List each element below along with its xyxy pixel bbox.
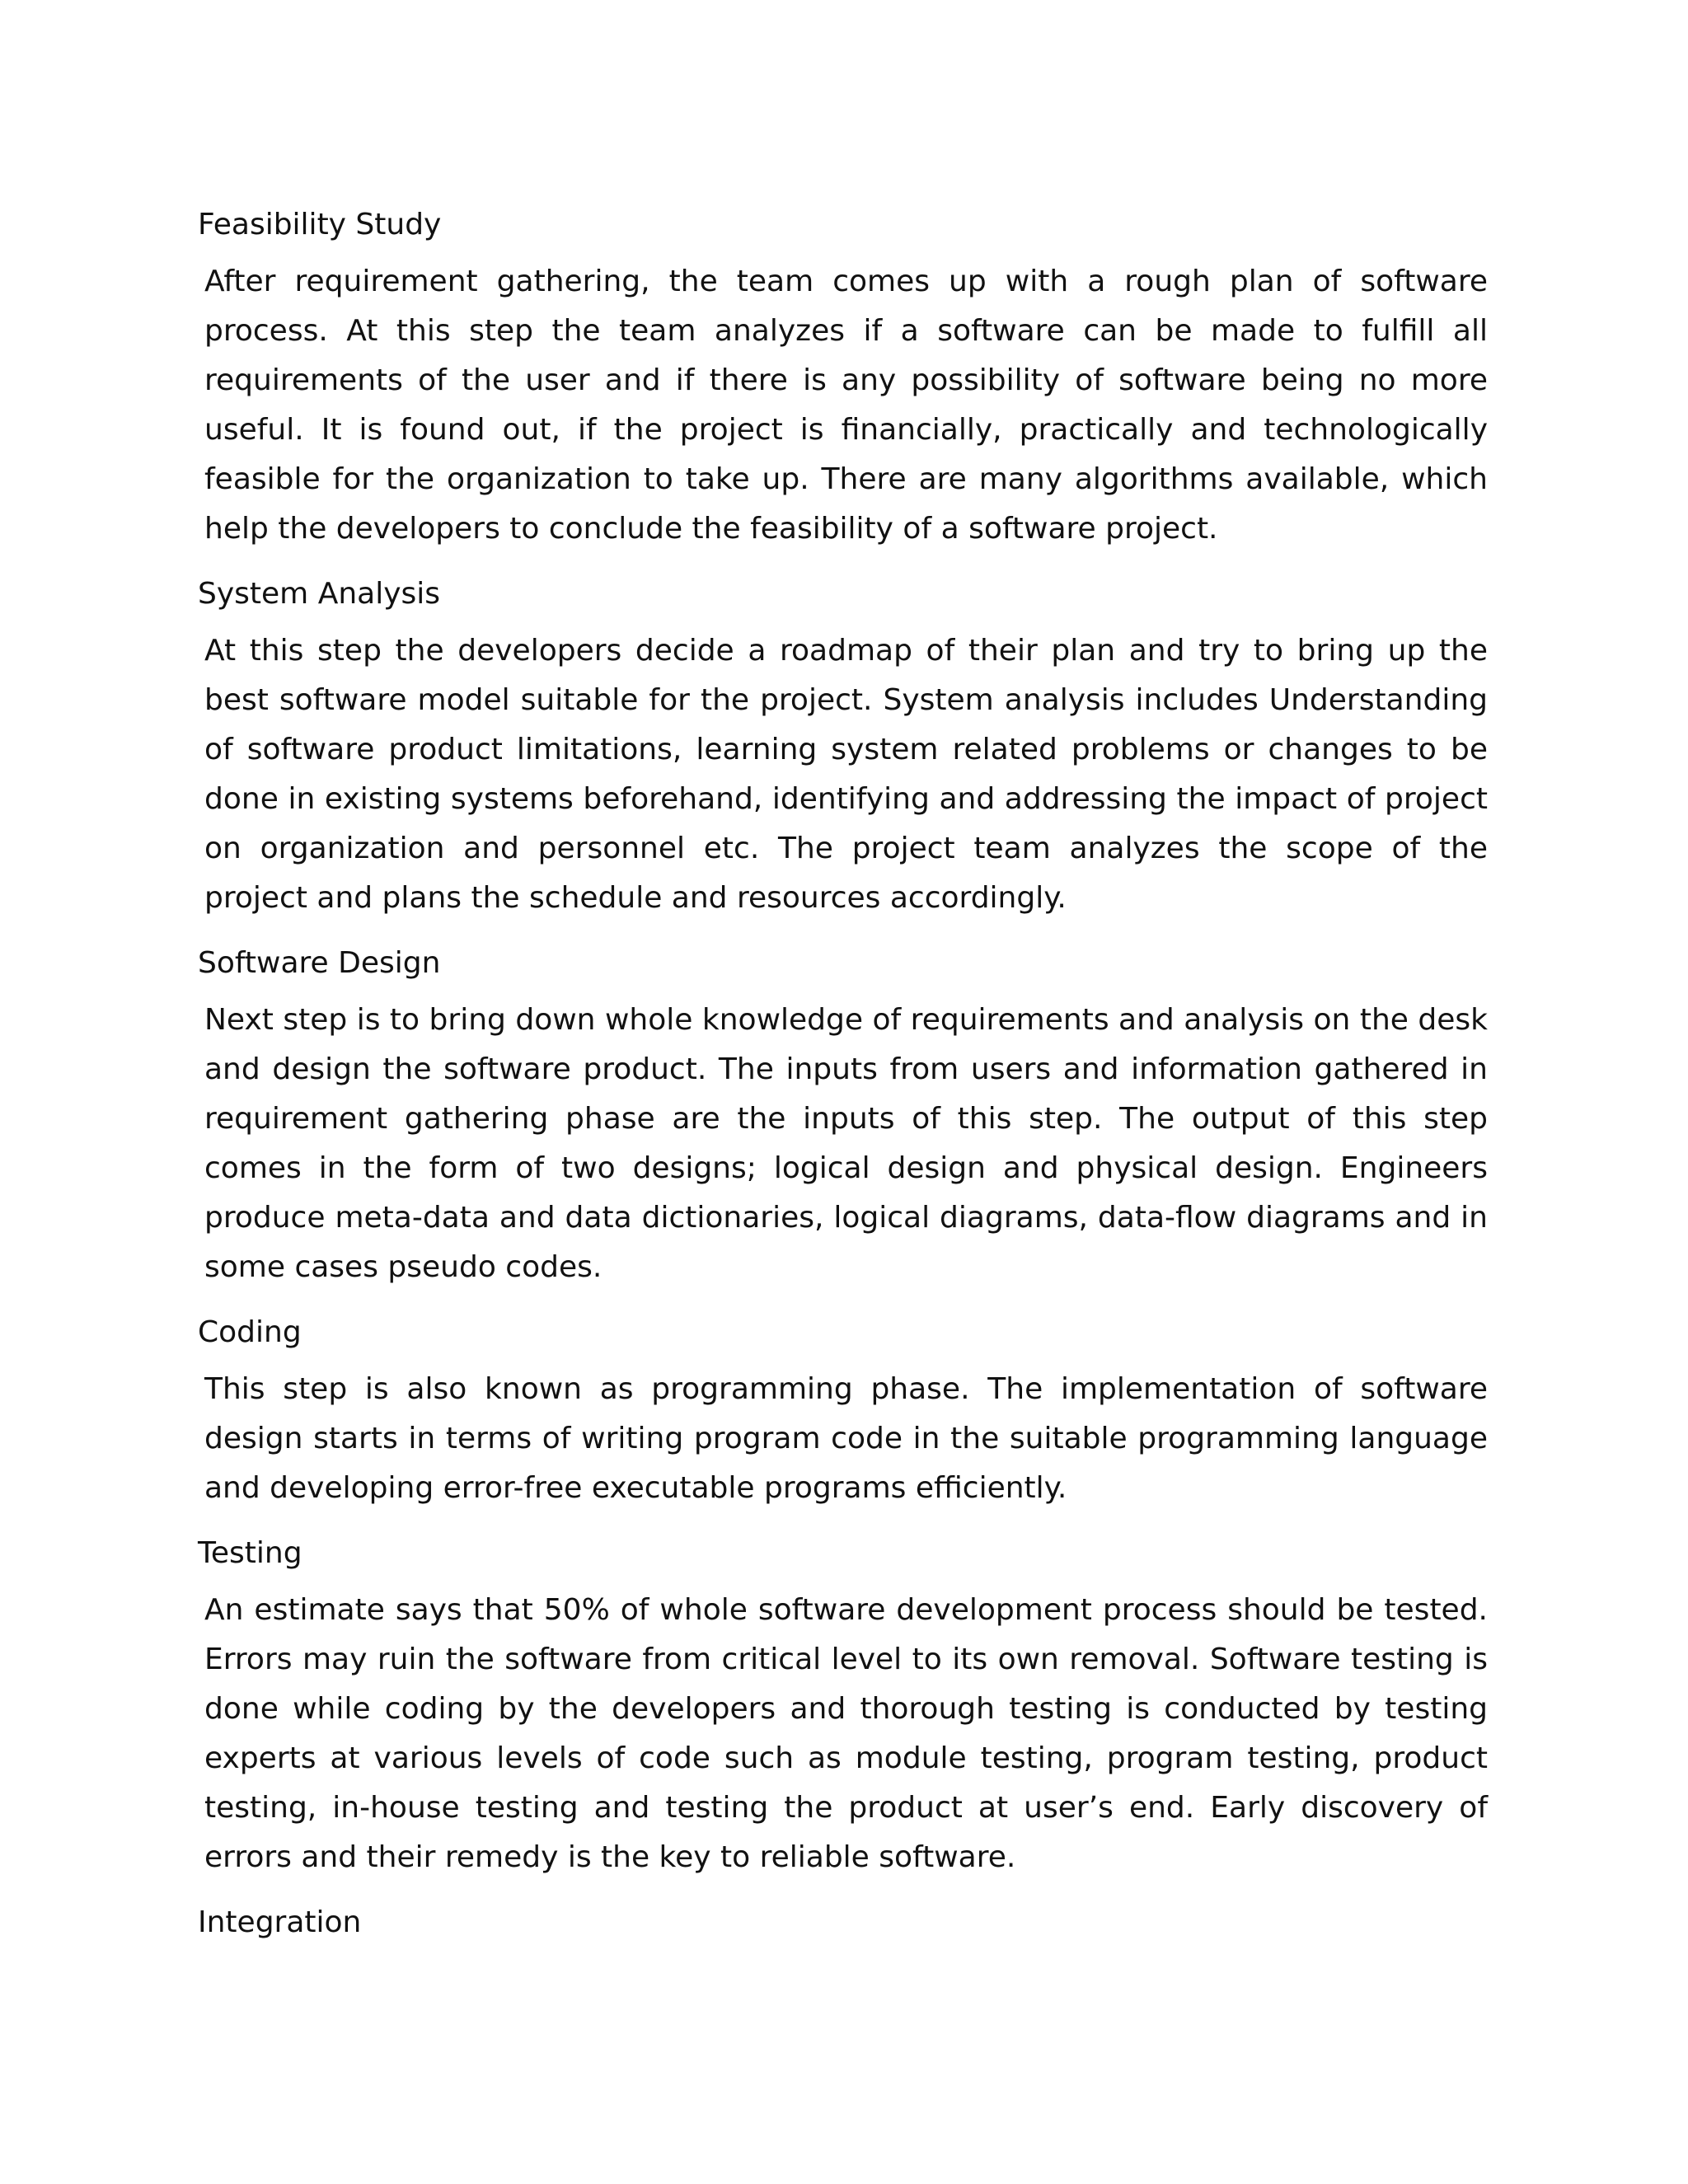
section-feasibility-study <box>198 204 1488 554</box>
section-heading: Testing <box>198 1536 302 1570</box>
document-content <box>198 204 1488 1955</box>
section-software-design <box>198 943 1488 1292</box>
section-paragraph: This step is also known as programming phase. The implementation of software design starts in terms of writing program code in the suitable programming language and developing error-free executable programs efficiently. <box>204 1372 1488 1505</box>
section-testing <box>198 1533 1488 1882</box>
section-heading: Integration <box>198 1905 362 1939</box>
section-paragraph: An estimate says that 50% of whole software development process should be tested. Errors may ruin the software from critical level to its own removal. Software testing is done while coding by the developers and thorough testing is conducted by testing experts at various levels of code such as module testing, program testing, product testing, in-house testing and testing the product at user’s end. Early discovery of errors and their remedy is the key to reliable software. <box>204 1593 1488 1874</box>
section-heading: Coding <box>198 1315 302 1349</box>
section-heading: System Analysis <box>198 577 441 611</box>
section-heading: Feasibility Study <box>198 208 442 241</box>
section-heading: Software Design <box>198 946 441 980</box>
section-paragraph: After requirement gathering, the team comes up with a rough plan of software process. At this step the team analyzes if a software can be made to fulfill all requirements of the user and if there is any possibility of software being no more useful. It is found out, if the project is financially, practically and technologically feasible for the organization to take up. There are many algorithms available, which help the developers to conclude the feasibility of a software project. <box>204 265 1488 546</box>
section-paragraph: At this step the developers decide a roadmap of their plan and try to bring up the best software model suitable for the project. System analysis includes Understanding of software product limitations, learning system related problems or changes to be done in existing systems beforehand, identifying and addressing the impact of project on organization and personnel etc. The project team analyzes the scope of the project and plans the schedule and resources accordingly. <box>204 634 1488 915</box>
section-integration <box>198 1902 1488 1943</box>
section-system-analysis <box>198 574 1488 923</box>
section-coding <box>198 1312 1488 1513</box>
section-paragraph: Next step is to bring down whole knowledge of requirements and analysis on the desk and design the software product. The inputs from users and information gathered in requirement gathering phase are the inputs of this step. The output of this step comes in the form of two designs; logical design and physical design. Engineers produce meta-data and data dictionaries, logical diagrams, data-flow diagrams and in some cases pseudo codes. <box>204 1003 1488 1284</box>
